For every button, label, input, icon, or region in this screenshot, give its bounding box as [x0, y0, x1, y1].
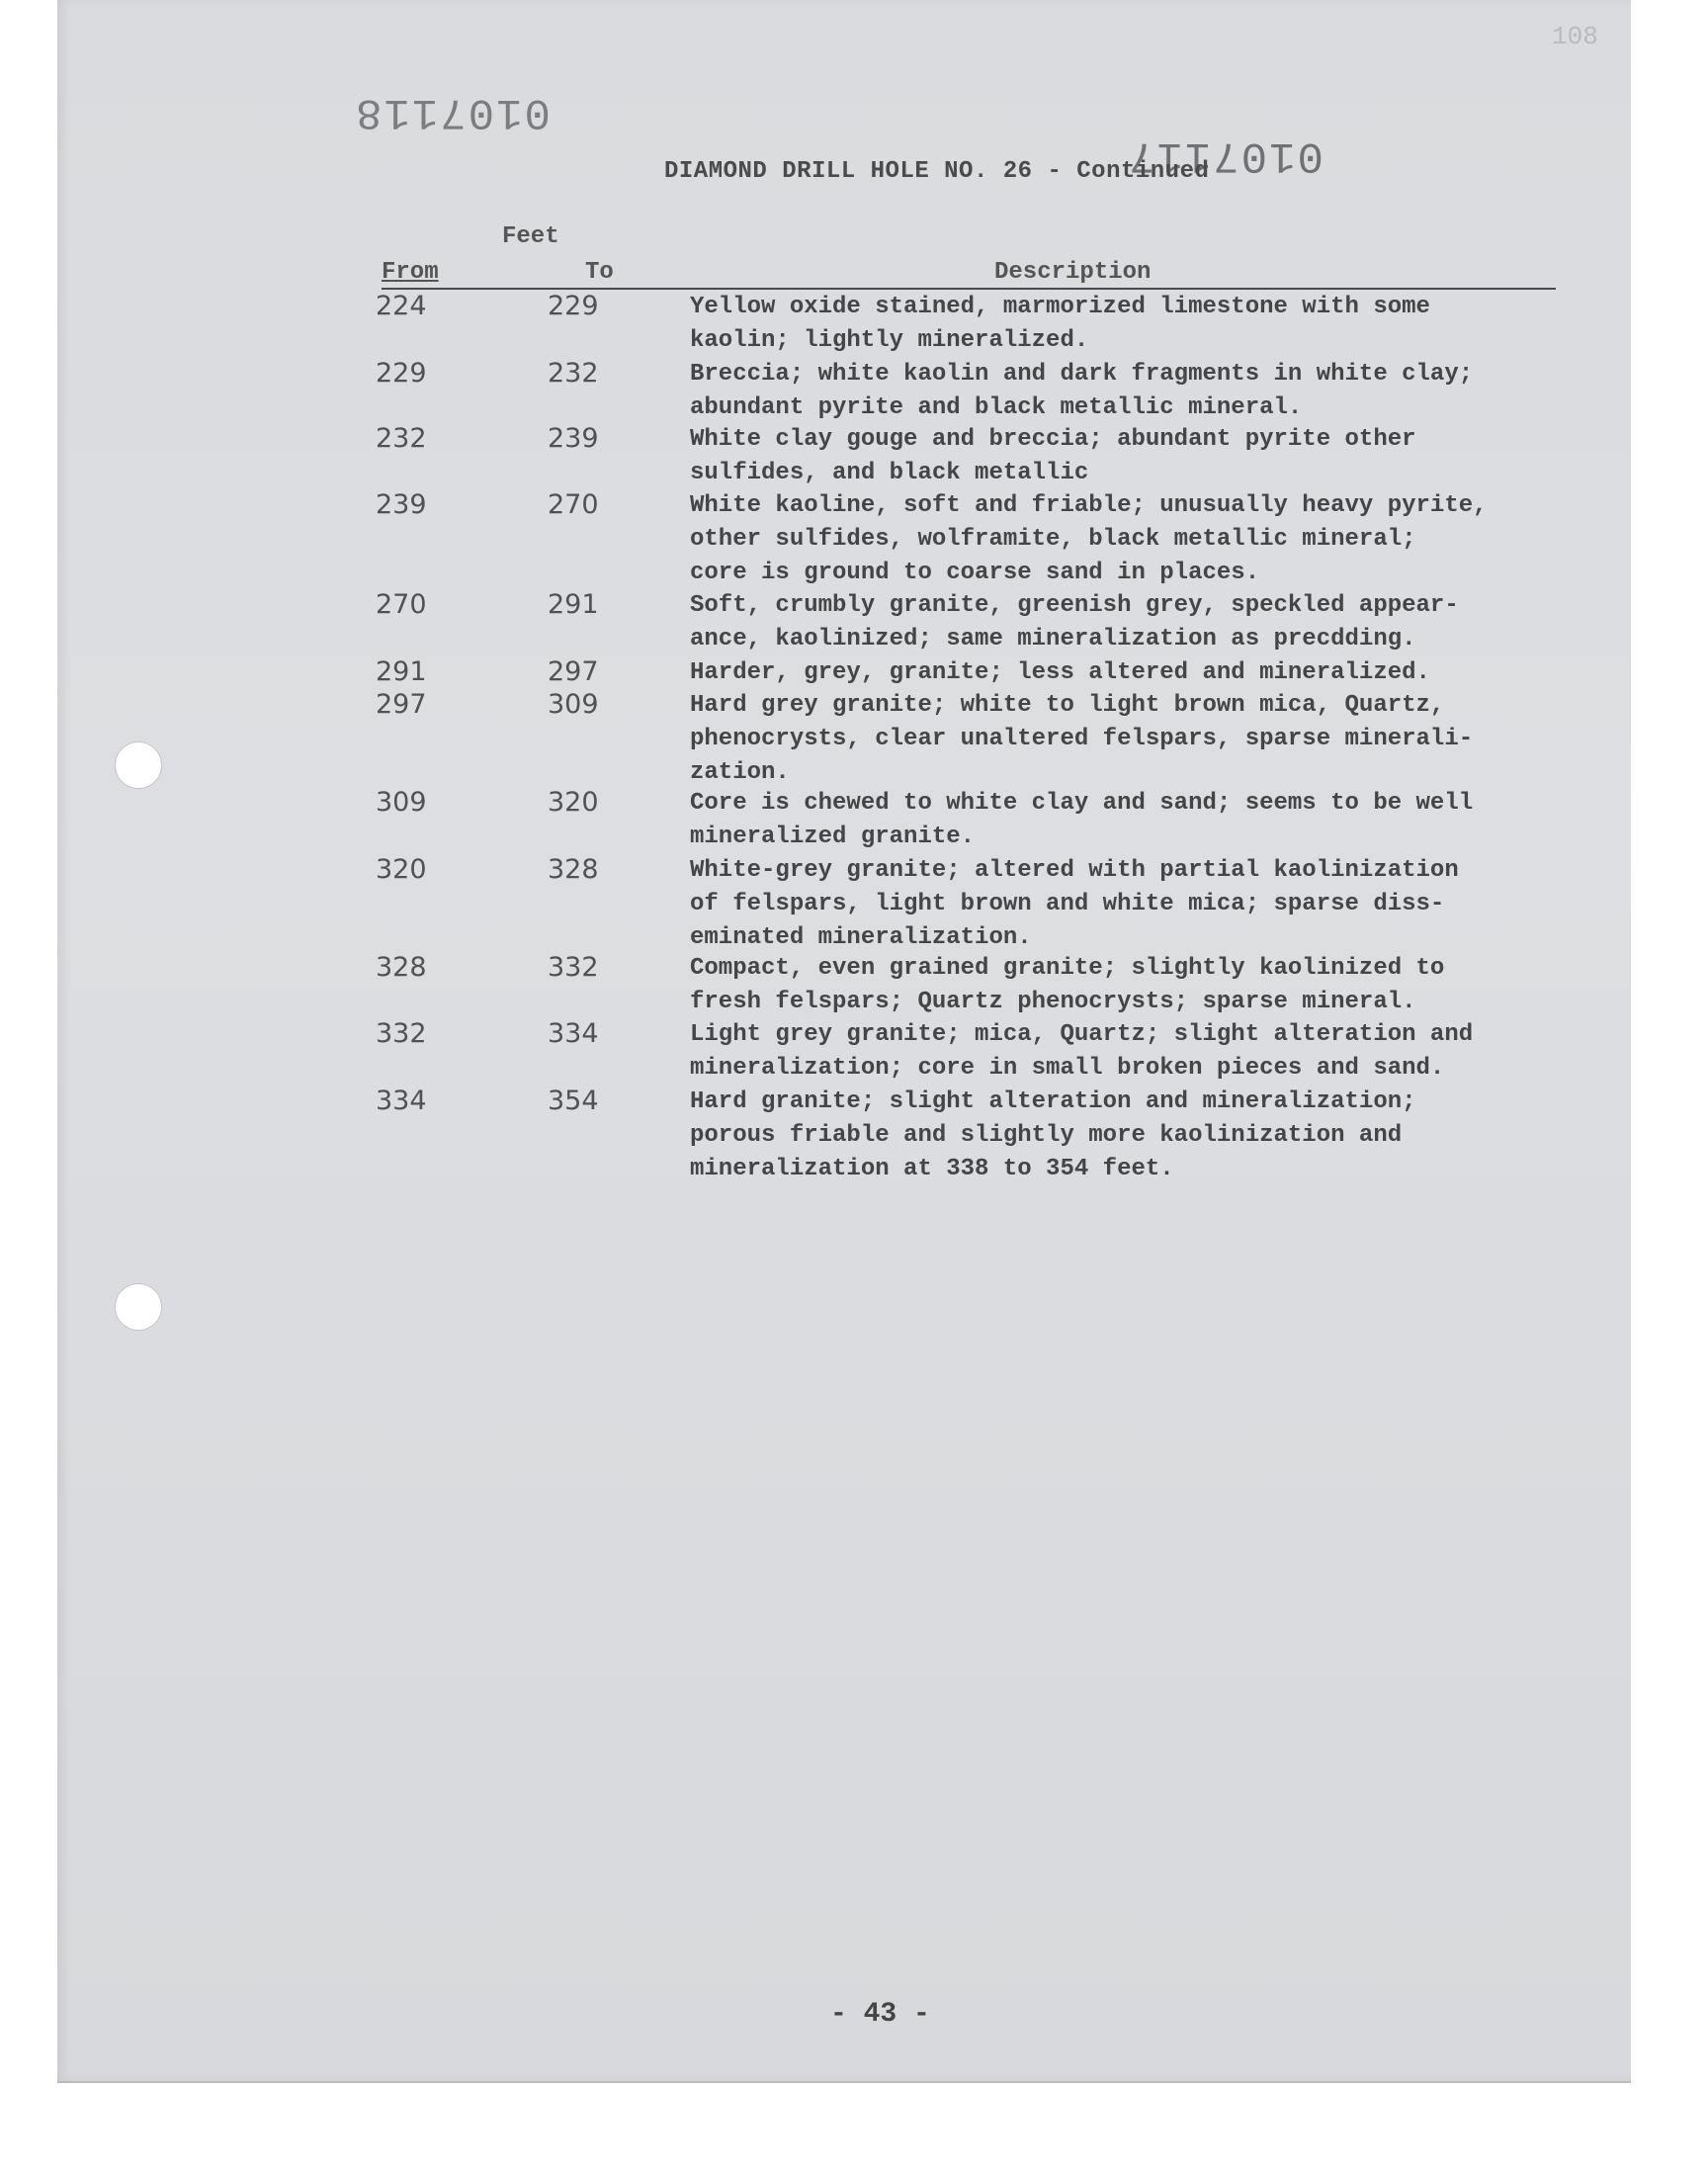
description: Hard granite; slight alteration and mineralization; porous friable and slightly more kaolinization and mineralization at 338 to 354 feet.: [690, 1088, 1416, 1182]
from-depth: 320: [376, 854, 427, 885]
from-depth: 291: [376, 656, 427, 687]
to-depth: 270: [548, 489, 599, 520]
to-depth: 334: [548, 1018, 599, 1049]
document-page: [57, 0, 1631, 2083]
from-depth: 297: [376, 689, 427, 720]
header-rule: [382, 288, 1556, 290]
from-depth: 328: [376, 952, 427, 983]
from-depth: 332: [376, 1018, 427, 1049]
description: Compact, even grained granite; slightly kaolinized to fresh felspars; Quartz phenocrysts; sparse mineral.: [690, 955, 1445, 1015]
stamp-number-overlay: 0107117: [1127, 130, 1324, 180]
to-depth: 332: [548, 952, 599, 983]
document-title: DIAMOND DRILL HOLE NO. 26 - Continued: [664, 158, 1210, 185]
to-depth: 297: [548, 656, 599, 687]
description: Light grey granite; mica, Quartz; slight alteration and mineralization; core in small broken pieces and sand.: [690, 1021, 1474, 1082]
from-depth: 224: [376, 291, 427, 321]
from-depth: 229: [376, 358, 427, 389]
to-depth: 239: [548, 423, 599, 454]
punch-hole-upper: [115, 741, 162, 789]
column-header-description: Description: [994, 259, 1152, 286]
punch-hole-lower: [115, 1283, 162, 1331]
description: White kaoline, soft and friable; unusually heavy pyrite, other sulfides, wolframite, black metallic mineral; core is ground to coarse sand in places.: [690, 492, 1488, 586]
from-depth: 270: [376, 589, 427, 620]
to-depth: 320: [548, 787, 599, 818]
description: Yellow oxide stained, marmorized limestone with some kaolin; lightly mineralized.: [690, 294, 1430, 354]
to-depth: 291: [548, 589, 599, 620]
description: Harder, grey, granite; less altered and mineralized.: [690, 659, 1430, 686]
description: Breccia; white kaolin and dark fragments in white clay; abundant pyrite and black metallic mineral.: [690, 361, 1474, 421]
page-number: - 43 -: [830, 1999, 930, 2030]
description: Soft, crumbly granite, greenish grey, speckled appear- ance, kaolinized; same mineralization as precdding.: [690, 592, 1459, 652]
description: Core is chewed to white clay and sand; seems to be well mineralized granite.: [690, 790, 1474, 850]
column-group-feet: Feet: [502, 223, 559, 250]
from-depth: 239: [376, 489, 427, 520]
stamp-number-left: 0107118: [354, 87, 551, 136]
to-depth: 229: [548, 291, 599, 321]
to-depth: 354: [548, 1086, 599, 1116]
column-header-from: From: [382, 259, 439, 286]
from-depth: 232: [376, 423, 427, 454]
to-depth: 328: [548, 854, 599, 885]
description: Hard grey granite; white to light brown mica, Quartz, phenocrysts, clear unaltered felspars, sparse minerali- zation.: [690, 692, 1474, 786]
from-depth: 309: [376, 787, 427, 818]
description: White-grey granite; altered with partial kaolinization of felspars, light brown and white mica; sparse diss- eminated mineralization.: [690, 857, 1459, 951]
to-depth: 232: [548, 358, 599, 389]
column-header-to: To: [585, 259, 614, 286]
from-depth: 334: [376, 1086, 427, 1116]
corner-page-number: 108: [1552, 22, 1598, 51]
to-depth: 309: [548, 689, 599, 720]
description: White clay gouge and breccia; abundant pyrite other sulfides, and black metallic: [690, 426, 1416, 486]
